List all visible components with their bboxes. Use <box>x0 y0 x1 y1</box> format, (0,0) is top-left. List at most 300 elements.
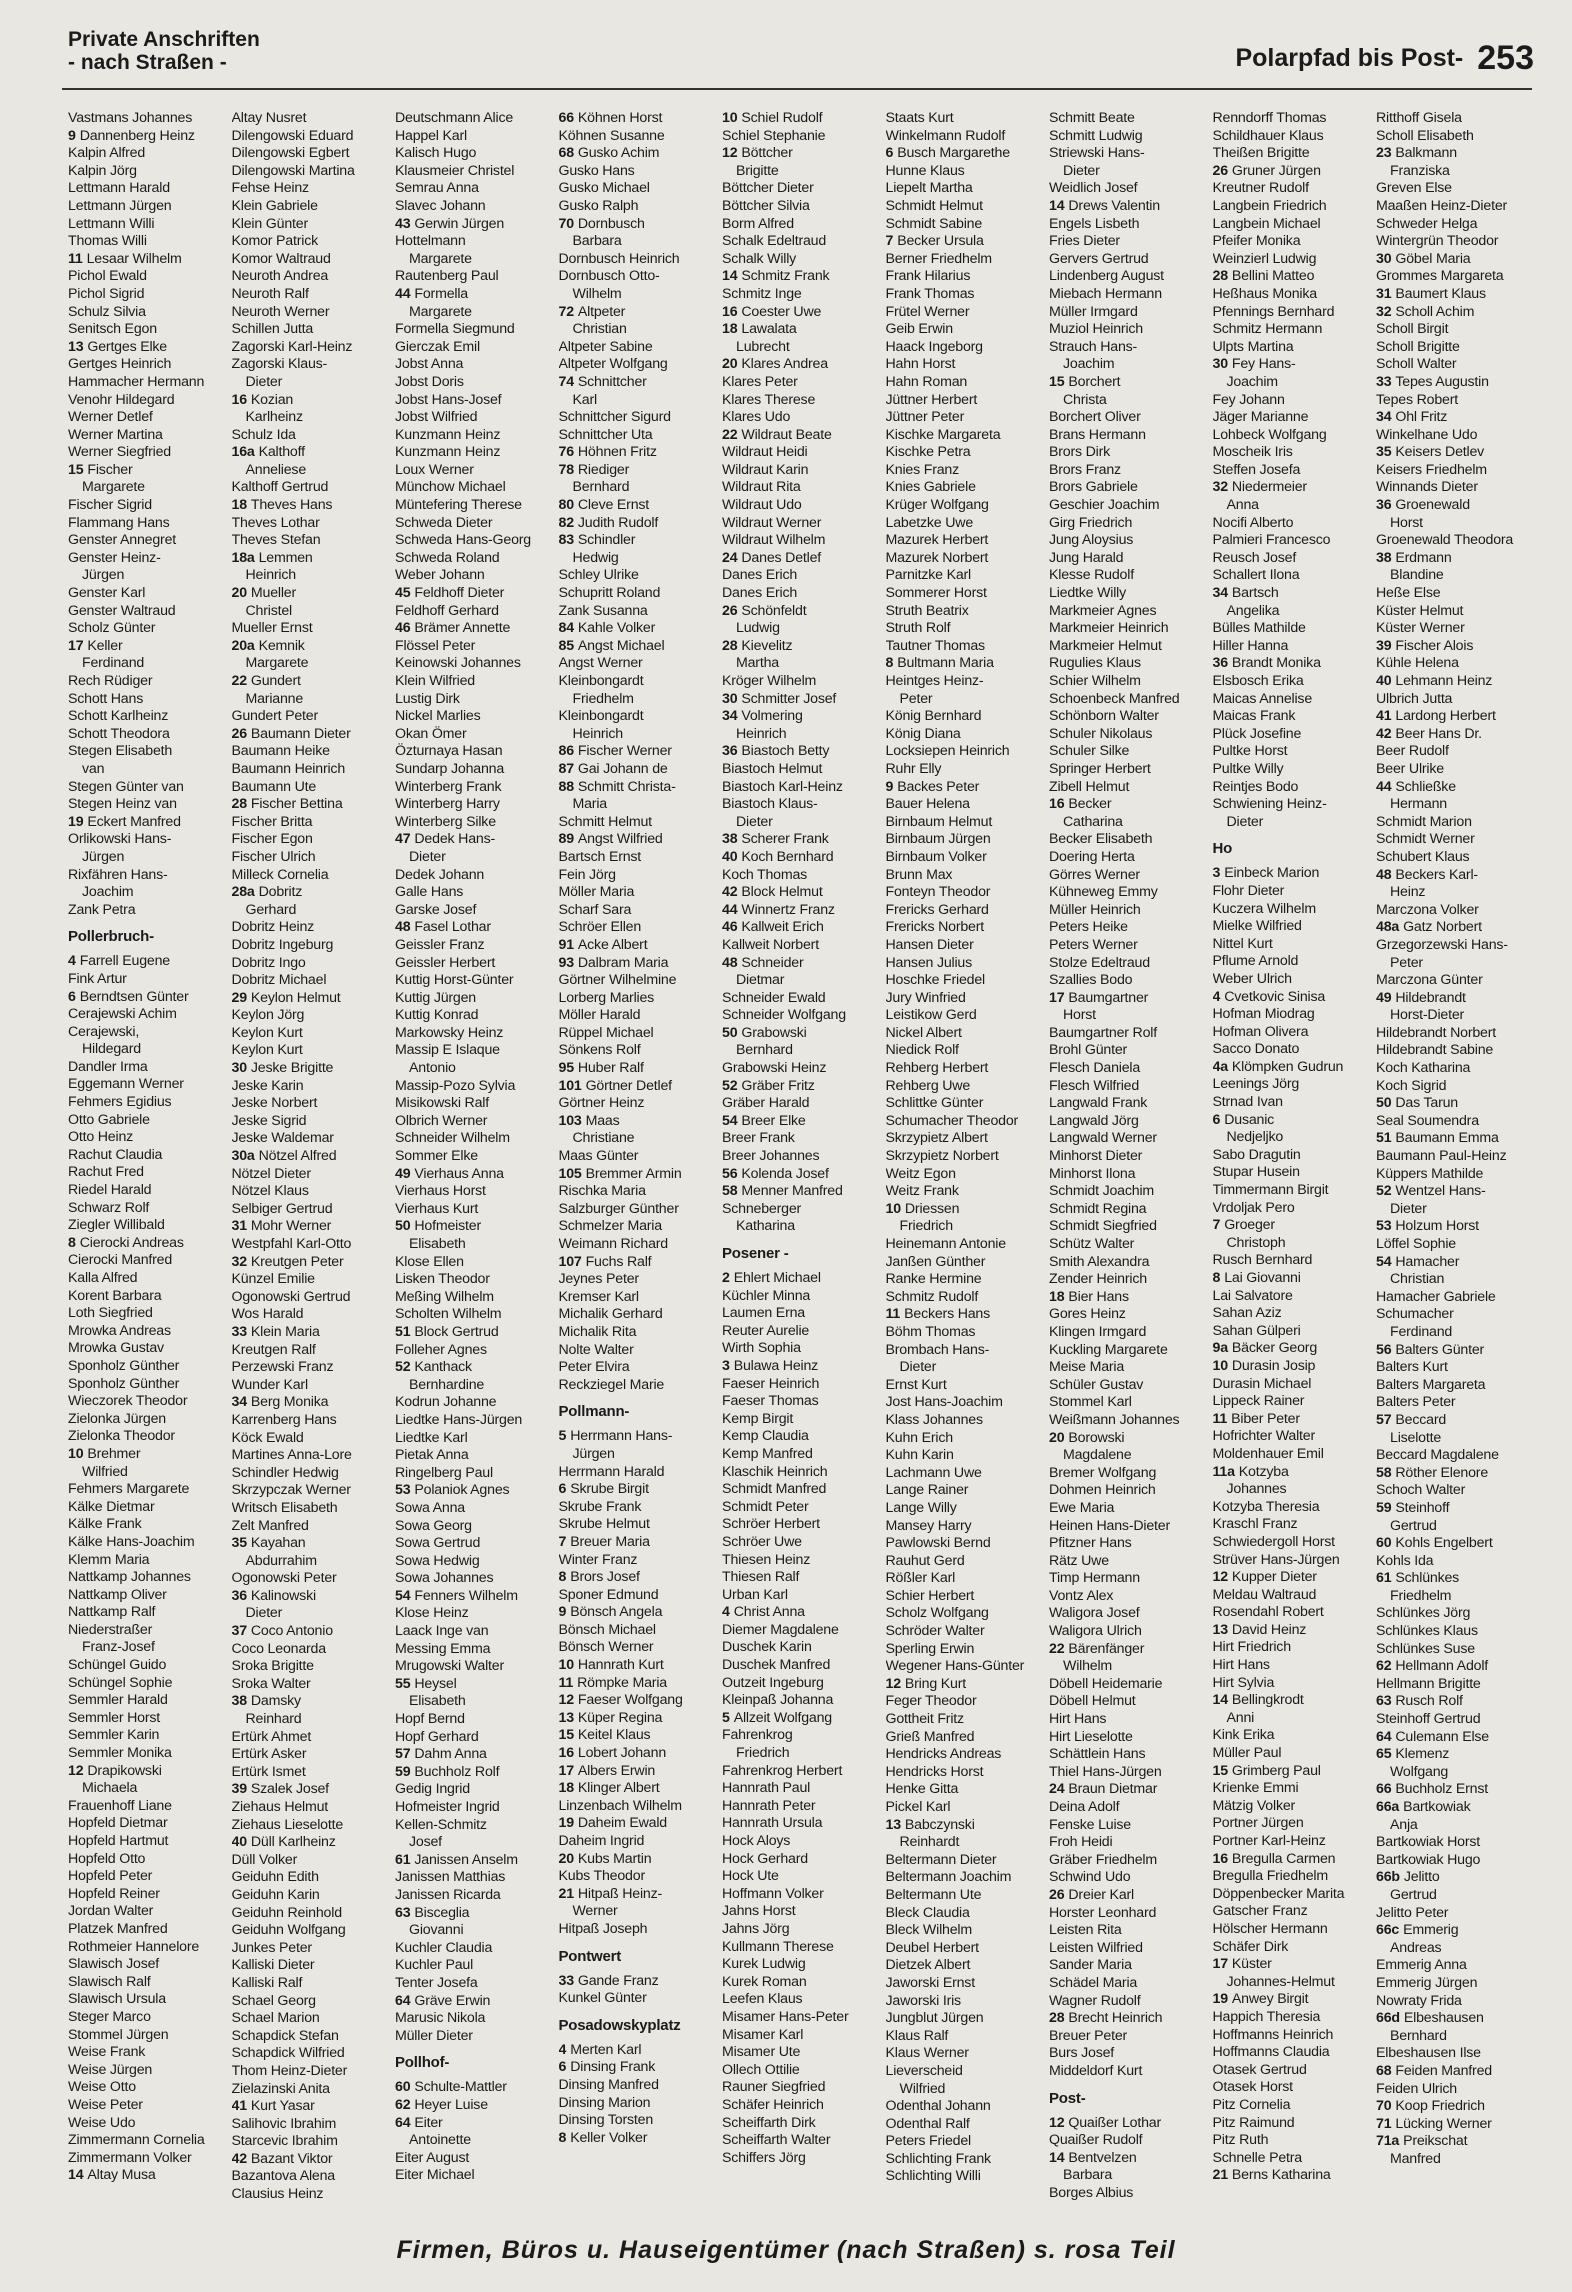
entry-continuation <box>1213 1974 1377 1992</box>
directory-entry <box>232 867 396 885</box>
directory-entry <box>886 638 1050 656</box>
resident-name: Koch Sigrid <box>1376 1077 1447 1094</box>
resident-name: Scholz Günter <box>68 620 156 637</box>
resident-name: Gertges Elke <box>87 338 167 355</box>
directory-entry <box>722 198 886 216</box>
directory-entry <box>68 550 232 568</box>
directory-entry <box>886 849 1050 867</box>
resident-name: Garske Josef <box>395 901 477 918</box>
directory-entry <box>1213 1446 1377 1464</box>
directory-entry <box>1213 1393 1377 1411</box>
house-number: 44 <box>395 285 411 302</box>
resident-name: Holzum Horst <box>1395 1218 1479 1235</box>
house-number: 39 <box>1376 637 1392 654</box>
resident-name: Slawisch Ursula <box>68 1991 166 2008</box>
entry-continuation <box>68 849 232 867</box>
directory-entry <box>1376 814 1540 832</box>
resident-name: Hofmeister Ingrid <box>395 1799 500 1815</box>
resident-name: Cerajewski, <box>68 1023 140 1040</box>
directory-entry <box>886 867 1050 885</box>
resident-name: Danes Erich <box>722 585 798 602</box>
resident-name: Anneliese <box>245 461 307 478</box>
resident-name: Engels Lisbeth <box>1049 215 1140 232</box>
resident-name: Scholten Wilhelm <box>395 1306 502 1323</box>
resident-name: Brors Josef <box>570 1569 640 1586</box>
directory-entry <box>886 1271 1050 1289</box>
directory-entry <box>68 1675 232 1693</box>
resident-name: Bremmer Armin <box>585 1165 682 1182</box>
directory-entry <box>1213 1094 1377 1112</box>
resident-name: Becker Ursula <box>897 233 984 250</box>
house-number: 31 <box>231 1218 247 1235</box>
resident-name: Theves Lothar <box>231 514 320 531</box>
resident-name: Keisers Detlev <box>1395 444 1485 461</box>
directory-entry <box>559 1359 723 1377</box>
house-number: 49 <box>1376 989 1392 1006</box>
house-number: 26 <box>1049 1886 1065 1903</box>
resident-name: Schättlein Hans <box>1049 1746 1146 1763</box>
directory-entry <box>1049 1236 1213 1254</box>
house-number: 105 <box>558 1165 582 1182</box>
directory-entry <box>68 1745 232 1763</box>
directory-entry <box>886 2063 1050 2081</box>
directory-entry <box>722 1886 886 1904</box>
resident-name: Pietak Anna <box>395 1447 469 1464</box>
house-number: 18 <box>231 497 247 514</box>
resident-name: Brämer Annette <box>414 620 511 637</box>
resident-name: Bleck Wilhelm <box>885 1922 972 1939</box>
entry-continuation <box>1376 1588 1540 1606</box>
resident-name: Schumacher <box>1376 1306 1454 1323</box>
resident-name: Berner Friedhelm <box>885 250 992 267</box>
directory-entry <box>722 1956 886 1974</box>
directory-entry <box>1213 1024 1377 1042</box>
directory-entry <box>1213 1288 1377 1306</box>
directory-entry <box>1049 198 1213 216</box>
resident-name: Greven Else <box>1376 180 1452 197</box>
resident-name: Lange Rainer <box>885 1482 969 1499</box>
resident-name: Schlünkes Klaus <box>1376 1623 1478 1640</box>
directory-entry <box>68 708 232 726</box>
directory-entry <box>722 708 886 726</box>
resident-name: König Bernhard <box>885 708 982 725</box>
resident-name: Dieter <box>1226 813 1264 830</box>
directory-entry <box>1049 1342 1213 1360</box>
resident-name: Sommerer Horst <box>885 585 987 602</box>
directory-entry <box>1376 1183 1540 1201</box>
resident-name: Scholl Birgit <box>1376 321 1449 338</box>
resident-name: Schulte-Mattler <box>414 2079 507 2096</box>
directory-entry <box>886 2133 1050 2151</box>
resident-name: Schmitt Helmut <box>558 813 652 830</box>
directory-entry <box>559 1727 723 1745</box>
resident-name: Kuhn Karin <box>885 1447 954 1464</box>
directory-entry <box>1376 1641 1540 1659</box>
resident-name: Nattkamp Johannes <box>68 1569 191 1586</box>
house-number: 38 <box>231 1693 247 1710</box>
directory-entry <box>1049 2045 1213 2063</box>
resident-name: Duschek Karin <box>722 1639 812 1656</box>
resident-name: Reinhardt <box>899 1834 960 1851</box>
resident-name: Laumen Erna <box>722 1305 805 1322</box>
resident-name: Flesch Daniela <box>1049 1060 1141 1077</box>
resident-name: Kreutgen Ralf <box>231 1341 316 1358</box>
house-number: 52 <box>722 1077 738 1094</box>
resident-name: Kemp Claudia <box>722 1428 809 1445</box>
directory-entry <box>559 902 723 920</box>
directory-entry <box>886 2151 1050 2169</box>
resident-name: Anna <box>1226 497 1259 514</box>
directory-entry <box>722 1130 886 1148</box>
resident-name: Stommel Karl <box>1049 1394 1132 1411</box>
resident-name: Döppenbecker Marita <box>1212 1885 1345 1902</box>
resident-name: Dieter <box>736 813 773 830</box>
resident-name: Gräber Harald <box>722 1095 810 1112</box>
entry-continuation <box>232 1605 396 1623</box>
street-heading: Pollmann- <box>558 1403 630 1421</box>
directory-entry <box>232 479 396 497</box>
resident-name: Schmitz Inge <box>722 285 802 302</box>
directory-entry <box>1376 110 1540 128</box>
directory-entry <box>1213 1147 1377 1165</box>
resident-name: Slavec Johann <box>395 197 486 214</box>
resident-name: Kemp Manfred <box>722 1445 813 1462</box>
entry-continuation <box>68 761 232 779</box>
entry-continuation <box>68 1780 232 1798</box>
resident-name: Gusko Hans <box>558 162 635 179</box>
directory-entry <box>395 1148 559 1166</box>
resident-name: Dalbram Maria <box>577 954 669 971</box>
resident-name: Werner Detlef <box>68 409 153 426</box>
directory-entry <box>395 1975 559 1993</box>
directory-entry <box>1049 1570 1213 1588</box>
resident-name: Das Tarun <box>1395 1095 1458 1112</box>
resident-name: Schallert Ilona <box>1212 567 1300 584</box>
directory-entry <box>232 673 396 691</box>
directory-entry <box>559 1851 723 1869</box>
resident-name: Judith Rudolf <box>577 514 659 531</box>
directory-entry <box>722 1305 886 1323</box>
directory-entry <box>395 673 559 691</box>
house-number: 91 <box>558 936 574 953</box>
resident-name: Magdalene <box>1063 1447 1132 1464</box>
resident-name: Grieß Manfred <box>885 1728 975 1745</box>
directory-entry <box>1049 1201 1213 1219</box>
entry-continuation <box>68 479 232 497</box>
house-number: 34 <box>231 1394 247 1411</box>
resident-name: Görtner Detlef <box>585 1077 672 1094</box>
directory-entry <box>1049 1623 1213 1641</box>
resident-name: Schnelle Petra <box>1212 2149 1302 2166</box>
resident-name: Janissen Matthias <box>395 1869 506 1886</box>
directory-entry <box>68 1851 232 1869</box>
resident-name: Zibell Helmut <box>1049 778 1130 795</box>
directory-entry <box>886 392 1050 410</box>
resident-name: Schiffers Jörg <box>722 2149 806 2166</box>
directory-entry <box>395 1324 559 1342</box>
resident-name: Busch Margarethe <box>897 145 1010 162</box>
entry-continuation <box>232 603 396 621</box>
directory-entry <box>722 902 886 920</box>
directory-entry <box>68 374 232 392</box>
house-number: 9 <box>558 1604 567 1621</box>
resident-name: Clausius Heinz <box>231 2186 324 2203</box>
resident-name: Kallweit Norbert <box>722 936 819 953</box>
resident-name: Horst <box>1390 514 1423 531</box>
resident-name: Schapdick Stefan <box>231 2027 339 2044</box>
directory-column <box>1213 110 1377 2220</box>
directory-entry <box>559 532 723 550</box>
resident-name: Massip-Pozo Sylvia <box>395 1077 516 1094</box>
resident-name: Jäger Marianne <box>1212 409 1309 426</box>
directory-entry <box>886 1166 1050 1184</box>
resident-name: Hirt Lieselotte <box>1049 1728 1133 1745</box>
resident-name: Rugulies Klaus <box>1049 655 1141 672</box>
resident-name: Ertürk Ismet <box>231 1763 306 1780</box>
entry-continuation <box>559 321 723 339</box>
resident-name: Markmeier Heinrich <box>1049 620 1169 637</box>
directory-entry <box>395 356 559 374</box>
resident-name: Wos Harald <box>231 1306 304 1323</box>
directory-entry <box>232 1975 396 1993</box>
directory-entry <box>886 1095 1050 1113</box>
resident-name: Hopf Gerhard <box>395 1728 479 1745</box>
resident-name: Gertrud <box>1390 1886 1437 1903</box>
directory-entry <box>722 2062 886 2080</box>
directory-entry <box>232 128 396 146</box>
entry-continuation <box>232 374 396 392</box>
house-number: 33 <box>231 1323 247 1340</box>
resident-name: Schott Theodora <box>68 725 170 742</box>
directory-entry <box>1376 1095 1540 1113</box>
entry-continuation <box>559 796 723 814</box>
resident-name: Sahan Aziz <box>1212 1305 1282 1322</box>
resident-name: Quaißer Rudolf <box>1049 2132 1143 2149</box>
resident-name: Mueller <box>250 585 297 602</box>
directory-entry <box>886 1922 1050 1940</box>
resident-name: Westpfahl Karl-Otto <box>231 1236 352 1252</box>
directory-entry <box>886 497 1050 515</box>
directory-entry <box>232 1781 396 1799</box>
resident-name: Hamacher Gabriele <box>1376 1288 1496 1305</box>
resident-name: Elsbosch Erika <box>1212 673 1304 689</box>
resident-name: Bönsch Angela <box>570 1604 663 1621</box>
directory-entry <box>395 1764 559 1782</box>
directory-entry <box>886 1183 1050 1201</box>
resident-name: Bleck Claudia <box>885 1904 970 1921</box>
resident-name: Hofman Olivera <box>1212 1023 1309 1040</box>
resident-name: Kurt Yasar <box>250 2098 315 2115</box>
resident-name: Fischer Britta <box>231 813 313 830</box>
directory-entry <box>886 180 1050 198</box>
resident-name: Formella Siegmund <box>395 321 515 338</box>
directory-entry <box>68 814 232 832</box>
house-number: 70 <box>558 215 574 232</box>
house-number: 63 <box>1376 1693 1392 1710</box>
resident-name: Lindenberg August <box>1049 268 1164 285</box>
directory-entry <box>1049 2115 1213 2133</box>
directory-entry <box>722 1534 886 1552</box>
house-number: 51 <box>1376 1130 1392 1147</box>
directory-entry <box>68 532 232 550</box>
house-number: 20 <box>1049 1429 1065 1446</box>
directory-entry <box>68 1868 232 1886</box>
directory-entry <box>1213 2079 1377 2097</box>
directory-entry <box>1213 110 1377 128</box>
directory-entry <box>722 796 886 814</box>
directory-entry <box>559 145 723 163</box>
entry-continuation <box>1049 2167 1213 2185</box>
directory-entry <box>1049 2150 1213 2168</box>
resident-name: Ritthoff Gisela <box>1376 110 1462 126</box>
resident-name: Skrzypietz Albert <box>885 1130 988 1147</box>
directory-entry <box>68 110 232 128</box>
street-heading: Post- <box>1049 2089 1086 2107</box>
directory-entry <box>886 444 1050 462</box>
directory-entry <box>722 779 886 797</box>
house-number: 68 <box>558 145 574 162</box>
resident-name: Massip E Islaque <box>395 1042 500 1059</box>
directory-entry <box>1049 216 1213 234</box>
resident-name: Koop Friedrich <box>1395 2098 1485 2115</box>
directory-entry <box>232 1676 396 1694</box>
directory-entry <box>395 1289 559 1307</box>
resident-name: Nowraty Frida <box>1376 1992 1462 2009</box>
resident-name: Bisceglia <box>414 1904 470 1921</box>
resident-name: Wirth Sophia <box>722 1340 801 1357</box>
resident-name: Hoffmanns Heinrich <box>1212 2026 1334 2043</box>
resident-name: Duschek Manfred <box>722 1657 831 1674</box>
resident-name: Martha <box>736 655 779 672</box>
directory-entry <box>1049 251 1213 269</box>
resident-name: Burs Josef <box>1049 2045 1115 2062</box>
resident-name: Schildhauer Klaus <box>1212 127 1324 144</box>
directory-entry <box>1049 1254 1213 1272</box>
resident-name: Schröder Walter <box>885 1623 985 1640</box>
entry-continuation <box>1213 603 1377 621</box>
resident-name: Böttcher Dieter <box>722 180 814 197</box>
entry-continuation <box>886 1359 1050 1377</box>
resident-name: Cierocki Andreas <box>79 1234 184 1251</box>
resident-name: Otto Gabriele <box>68 1111 150 1128</box>
directory-entry <box>232 2133 396 2151</box>
directory-entry <box>1213 1059 1377 1077</box>
resident-name: Frank Thomas <box>885 285 975 302</box>
directory-entry <box>395 1658 559 1676</box>
resident-name: Sommer Elke <box>395 1148 478 1165</box>
resident-name: Zielonka Jürgen <box>68 1410 166 1427</box>
resident-name: Acke Albert <box>577 936 648 953</box>
directory-entry <box>1376 972 1540 990</box>
resident-name: Beer Rudolf <box>1376 743 1449 760</box>
directory-entry <box>232 937 396 955</box>
resident-name: Michalik Gerhard <box>558 1306 663 1323</box>
resident-name: Hottelmann <box>395 233 466 250</box>
resident-name: Hildebrandt Norbert <box>1376 1024 1497 1041</box>
house-number: 9a <box>1212 1340 1228 1357</box>
resident-name: Sönkens Rolf <box>558 1042 641 1059</box>
resident-name: Küster Werner <box>1376 620 1465 637</box>
resident-name: Coco Leonarda <box>231 1640 326 1657</box>
resident-name: Jungblut Jürgen <box>885 2010 984 2027</box>
house-number: 14 <box>1049 197 1065 214</box>
directory-entry <box>722 1939 886 1957</box>
directory-entry <box>722 2150 886 2168</box>
house-number: 24 <box>722 549 738 566</box>
house-number: 16 <box>231 391 247 408</box>
resident-name: Albers Erwin <box>577 1762 656 1779</box>
directory-entry <box>722 691 886 709</box>
resident-name: Beckers Karl- <box>1395 866 1478 883</box>
resident-name: Heinen Hans-Dieter <box>1049 1517 1170 1534</box>
directory-entry <box>1376 1394 1540 1412</box>
directory-entry <box>395 392 559 410</box>
resident-name: Emmerig Jürgen <box>1376 1974 1478 1991</box>
directory-entry <box>1376 444 1540 462</box>
directory-entry <box>68 2062 232 2080</box>
directory-entry <box>886 1693 1050 1711</box>
resident-name: Klingen Irmgard <box>1049 1323 1147 1340</box>
directory-entry <box>886 919 1050 937</box>
directory-entry <box>232 814 396 832</box>
directory-entry <box>232 2063 396 2081</box>
resident-name: Kievelitz <box>741 637 793 654</box>
resident-name: Minhorst Ilona <box>1049 1165 1136 1182</box>
resident-name: Rehberg Uwe <box>885 1077 971 1094</box>
directory-entry <box>1049 620 1213 638</box>
resident-name: Schulz Ida <box>231 426 296 443</box>
resident-name: Balkmann <box>1395 145 1457 162</box>
directory-entry <box>559 1675 723 1693</box>
directory-entry <box>1049 339 1213 357</box>
directory-entry <box>68 286 232 304</box>
directory-entry <box>232 743 396 761</box>
resident-name: Wunder Karl <box>231 1376 308 1393</box>
directory-entry <box>395 1817 559 1835</box>
house-number: 58 <box>722 1183 738 1200</box>
directory-entry <box>1213 321 1377 339</box>
house-number: 64 <box>395 2114 411 2131</box>
resident-name: Komor Waltraud <box>231 250 331 267</box>
entry-continuation <box>559 1130 723 1148</box>
directory-entry <box>1376 2081 1540 2099</box>
directory-entry <box>1049 655 1213 673</box>
directory-entry <box>68 233 232 251</box>
directory-entry <box>1049 1482 1213 1500</box>
directory-entry <box>559 603 723 621</box>
directory-entry <box>232 1271 396 1289</box>
directory-entry <box>1049 743 1213 761</box>
directory-entry <box>68 953 232 971</box>
resident-name: Blandine <box>1390 567 1444 584</box>
directory-entry <box>559 620 723 638</box>
entry-continuation <box>1213 1235 1377 1253</box>
directory-entry <box>1049 779 1213 797</box>
resident-name: Niedermeier <box>1231 479 1307 496</box>
resident-name: Heysel <box>414 1675 457 1692</box>
resident-name: Böhm Thomas <box>885 1323 976 1340</box>
resident-name: Baumann Dieter <box>250 725 351 742</box>
house-number: 54 <box>395 1587 411 1604</box>
entry-continuation <box>68 1041 232 1059</box>
directory-entry <box>395 515 559 533</box>
entry-continuation <box>1376 955 1540 973</box>
directory-entry <box>1376 2063 1540 2081</box>
directory-entry <box>1049 1518 1213 1536</box>
resident-name: Wieczorek Theodor <box>68 1393 188 1410</box>
directory-entry <box>232 1852 396 1870</box>
resident-name: Hansen Julius <box>885 954 973 971</box>
